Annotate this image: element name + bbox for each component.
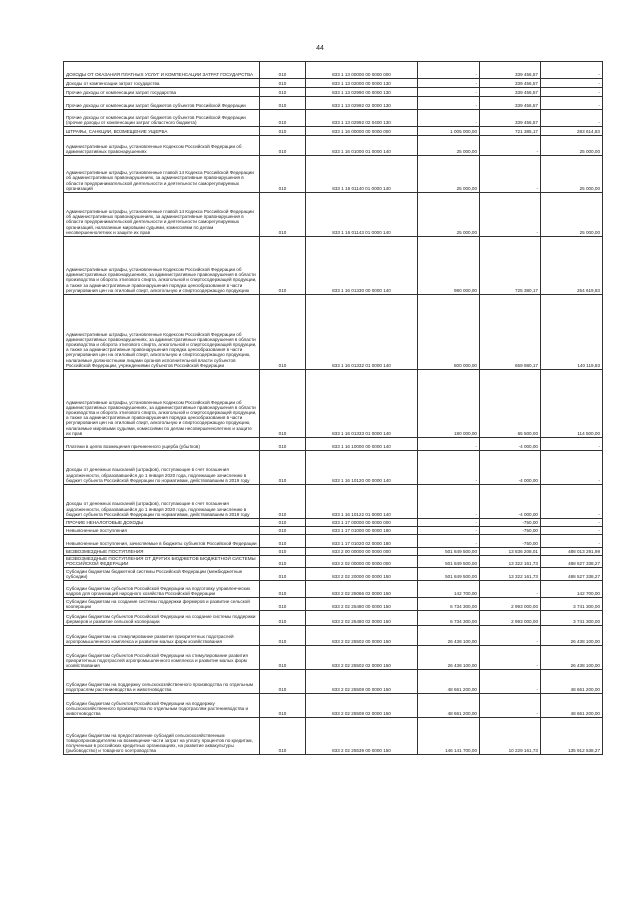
table-row <box>64 626 603 646</box>
cell-kbk: 833 1 17 01000 00 0000 180 <box>306 527 418 535</box>
table-row <box>64 670 603 694</box>
cell-name: Прочие доходы от компенсации затрат бюджетов субъектов Российской Федерации (прочие доходы от компенсации затрат областного бюджета) <box>64 110 260 127</box>
table-row <box>64 438 603 451</box>
cell-plan: - <box>418 519 480 527</box>
cell-name: Субсидии бюджетам на предоставление субсидий сельскохозяйственным товаропроизводителям на возмещение части затрат на уплату процентов по кредитам, полученным в российских кредитных организациях, на развитие аквакультуры (рыбоводство) и товарного осетроводства <box>64 718 260 755</box>
cell-plan: 501 849 500,00 <box>418 568 480 581</box>
cell-plan: 146 141 700,00 <box>418 718 480 755</box>
cell-exec: 721 385,17 <box>480 127 541 136</box>
cell-exec: -750,00 <box>480 527 541 535</box>
cell-kbk: 833 2 02 25508 02 0000 150 <box>306 694 418 718</box>
table-row <box>64 370 603 438</box>
cell-name: Доходы от денежных взысканий (штрафов), поступающие в счет погашения задолженности, образовавшейся до 1 января 2020 года, подлежащие зачислению в бюджет субъекта Российской Федерации по нормативам, действовавшим в 2019 году <box>64 485 260 519</box>
cell-plan: 501 849 500,00 <box>418 556 480 568</box>
page-number: 44 <box>316 45 324 52</box>
cell-name: Доходы от денежных взысканий (штрафов), поступающие в счет погашения задолженности, образовавшейся до 1 января 2020 года, подлежащие зачислению в бюджет субъекта Российской Федерации по нормативам, действовавшим в 2019 году <box>64 451 260 485</box>
cell-code: 010 <box>260 451 306 485</box>
cell-exec: 659 880,17 <box>480 295 541 370</box>
table-body <box>64 62 603 755</box>
cell-rest: - <box>541 62 603 79</box>
cell-plan: 25 000,00 <box>418 193 480 237</box>
cell-plan: - <box>418 110 480 127</box>
cell-kbk: 833 2 02 25480 00 0000 150 <box>306 598 418 611</box>
cell-kbk: 833 1 13 02000 00 0000 130 <box>306 79 418 88</box>
table-row <box>64 485 603 519</box>
cell-rest: 114 500,00 <box>541 370 603 438</box>
cell-exec: 339 456,57 <box>480 97 541 110</box>
cell-exec: - <box>480 694 541 718</box>
cell-code: 010 <box>260 97 306 110</box>
table-row <box>64 568 603 581</box>
cell-name: Административные штрафы, установленные Кодексом Российской Федерации об административных правонарушениях, за административные правонарушения в области производства и оборота этилового спирта, алкогольной и спиртосодержащей продукции, а также за административные правонарушения порядка ценообразования в части регулирования цен на этиловый спирт, алкогольную и спиртосодержащую продукцию, налагаемые мировыми судьями, комиссиями по делам несовершеннолетних и защите их прав <box>64 370 260 438</box>
cell-code: 010 <box>260 156 306 193</box>
cell-plan: - <box>418 535 480 548</box>
table-row <box>64 79 603 88</box>
cell-kbk: 833 2 02 00000 00 0000 000 <box>306 556 418 568</box>
table-row <box>64 451 603 485</box>
cell-exec: 339 456,57 <box>480 62 541 79</box>
cell-rest: 26 438 100,00 <box>541 626 603 646</box>
cell-code: 010 <box>260 670 306 694</box>
cell-exec: - <box>480 626 541 646</box>
cell-kbk: 833 1 16 01332 01 0000 140 <box>306 295 418 370</box>
cell-exec: 13 322 161,73 <box>480 556 541 568</box>
cell-rest: 25 000,00 <box>541 193 603 237</box>
cell-code: 010 <box>260 519 306 527</box>
cell-name: Субсидии бюджетам субъектов Российской Федерации на подготовку управленческих кадров для организаций народного хозяйства Российской Федерации <box>64 581 260 598</box>
cell-code: 010 <box>260 611 306 626</box>
table-row <box>64 611 603 626</box>
cell-plan: - <box>418 79 480 88</box>
cell-rest: - <box>541 88 603 97</box>
cell-kbk: 833 1 16 10120 00 0000 140 <box>306 451 418 485</box>
table-row <box>64 535 603 548</box>
cell-code: 010 <box>260 535 306 548</box>
cell-kbk: 833 1 16 01333 01 0000 140 <box>306 370 418 438</box>
cell-kbk: 833 1 13 02992 02 0000 130 <box>306 97 418 110</box>
cell-rest: 135 912 538,27 <box>541 718 603 755</box>
cell-plan: 800 000,00 <box>418 295 480 370</box>
cell-rest: 142 700,00 <box>541 581 603 598</box>
cell-code: 010 <box>260 88 306 97</box>
cell-name: Невыясненные поступления, зачисляемые в бюджеты субъектов Российской Федерации <box>64 535 260 548</box>
cell-plan: 142 700,00 <box>418 581 480 598</box>
cell-exec: - <box>480 136 541 156</box>
cell-code: 010 <box>260 438 306 451</box>
cell-exec: - <box>480 581 541 598</box>
cell-kbk: 833 2 02 25508 00 0000 150 <box>306 670 418 694</box>
cell-rest: 26 438 100,00 <box>541 646 603 670</box>
cell-exec: - <box>480 156 541 193</box>
table-row <box>64 581 603 598</box>
cell-kbk: 833 1 13 02992 02 0400 130 <box>306 110 418 127</box>
cell-exec: 65 500,00 <box>480 370 541 438</box>
cell-plan: 26 438 100,00 <box>418 626 480 646</box>
cell-kbk: 833 1 13 02990 00 0000 130 <box>306 88 418 97</box>
table-row <box>64 110 603 127</box>
cell-rest: - <box>541 451 603 485</box>
cell-kbk: 833 1 16 01140 01 0000 140 <box>306 156 418 193</box>
cell-exec: 339 456,57 <box>480 88 541 97</box>
cell-kbk: 833 1 17 01020 02 0000 180 <box>306 535 418 548</box>
cell-kbk: 833 1 13 00000 00 0000 000 <box>306 62 418 79</box>
cell-plan: 48 661 200,00 <box>418 670 480 694</box>
cell-kbk: 833 1 16 10000 00 0000 140 <box>306 438 418 451</box>
cell-code: 010 <box>260 127 306 136</box>
cell-rest: 25 000,00 <box>541 156 603 193</box>
table-row <box>64 88 603 97</box>
cell-kbk: 833 1 16 00000 00 0000 000 <box>306 127 418 136</box>
table-row <box>64 193 603 237</box>
cell-exec: 339 456,57 <box>480 110 541 127</box>
cell-code: 010 <box>260 694 306 718</box>
cell-name: Прочие доходы от компенсации затрат бюджетов субъектов Российской Федерации <box>64 97 260 110</box>
cell-exec: -750,00 <box>480 519 541 527</box>
table-row <box>64 598 603 611</box>
cell-name: Доходы от компенсации затрат государства <box>64 79 260 88</box>
cell-kbk: 833 2 02 25502 00 0000 150 <box>306 626 418 646</box>
cell-name: Невыясненные поступления <box>64 527 260 535</box>
cell-plan: - <box>418 438 480 451</box>
cell-code: 010 <box>260 237 306 295</box>
cell-plan: - <box>418 88 480 97</box>
cell-plan: 26 438 100,00 <box>418 646 480 670</box>
cell-code: 010 <box>260 626 306 646</box>
cell-exec: -4 000,00 <box>480 451 541 485</box>
cell-code: 010 <box>260 110 306 127</box>
cell-kbk: 833 2 02 20000 00 0000 150 <box>306 568 418 581</box>
cell-plan: 180 000,00 <box>418 370 480 438</box>
cell-exec: - <box>480 670 541 694</box>
cell-name: Административные штрафы, установленные Кодексом Российской Федерации об административных правонарушениях, за административные правонарушения в области производства и оборота этилового спирта, алкогольной и спиртосодержащей продукции, а также за административные правонарушения порядка ценообразования в части регулирования цен на этиловый спирт, алкогольную и спиртосодержащую продукцию <box>64 237 260 295</box>
table-row <box>64 694 603 718</box>
cell-rest: 283 614,83 <box>541 127 603 136</box>
cell-plan: 25 000,00 <box>418 136 480 156</box>
cell-exec: 725 380,17 <box>480 237 541 295</box>
cell-rest: - <box>541 110 603 127</box>
cell-rest: - <box>541 438 603 451</box>
cell-kbk: 833 2 02 25539 00 0000 150 <box>306 718 418 755</box>
cell-exec: -4 000,00 <box>480 485 541 519</box>
cell-rest: 140 119,83 <box>541 295 603 370</box>
cell-code: 010 <box>260 556 306 568</box>
cell-code: 010 <box>260 581 306 598</box>
cell-plan: - <box>418 97 480 110</box>
table-row <box>64 548 603 556</box>
cell-name: Субсидии бюджетам субъектов Российской Федерации на поддержку сельскохозяйственного производства по отдельным подотраслям растениеводства и животноводства <box>64 694 260 718</box>
cell-rest: 488 013 291,99 <box>541 548 603 556</box>
cell-plan: - <box>418 485 480 519</box>
table-row <box>64 646 603 670</box>
cell-plan: 6 734 300,00 <box>418 611 480 626</box>
cell-exec: 13 836 208,01 <box>480 548 541 556</box>
cell-exec: - <box>480 193 541 237</box>
table-row <box>64 527 603 535</box>
cell-name: Административные штрафы, установленные главой 14 Кодекса Российской Федерации об административных правонарушениях, за административные правонарушения в области предпринимательской деятельности и деятельности саморегулируемых организаций <box>64 156 260 193</box>
cell-rest: - <box>541 519 603 527</box>
cell-kbk: 833 1 16 01143 01 0000 140 <box>306 193 418 237</box>
table-row <box>64 156 603 193</box>
cell-kbk: 833 1 17 00000 00 0000 000 <box>306 519 418 527</box>
cell-rest: 48 661 200,00 <box>541 694 603 718</box>
cell-plan: - <box>418 451 480 485</box>
cell-plan: 25 000,00 <box>418 156 480 193</box>
cell-plan: 6 734 300,00 <box>418 598 480 611</box>
cell-name: Административные штрафы, установленные Кодексом Российской Федерации об административных правонарушениях, за административные правонарушения в области производства и оборота этилового спирта, алкогольной и спиртосодержащей продукции, а также за административные правонарушения порядка ценообразования в части регулирования цен на этиловый спирт, алкогольную и спиртосодержащую продукцию, налагаемые должностными лицами органов исполнительной власти субъектов Российской Федерации, учреждениями субъектов Российской Федерации <box>64 295 260 370</box>
cell-name: Административные штрафы, установленные Кодексом Российской Федерации об административных правонарушениях <box>64 136 260 156</box>
cell-code: 010 <box>260 295 306 370</box>
table-row <box>64 295 603 370</box>
cell-kbk: 833 1 16 01330 00 0000 140 <box>306 237 418 295</box>
cell-code: 010 <box>260 527 306 535</box>
cell-exec: 339 456,57 <box>480 79 541 88</box>
cell-kbk: 833 2 02 25066 02 0000 150 <box>306 581 418 598</box>
cell-exec: 13 322 161,73 <box>480 568 541 581</box>
cell-name: ПРОЧИЕ НЕНАЛОГОВЫЕ ДОХОДЫ <box>64 519 260 527</box>
cell-kbk: 833 1 16 10122 01 0000 140 <box>306 485 418 519</box>
table-row <box>64 718 603 755</box>
cell-name: Административные штрафы, установленные главой 14 Кодекса Российской Федерации об административных правонарушениях, за административные правонарушения в области предпринимательской деятельности и деятельности саморегулируемых организаций, налагаемые мировыми судьями, комиссиями по делам несовершеннолетних и защите их прав <box>64 193 260 237</box>
cell-name: ШТРАФЫ, САНКЦИИ, ВОЗМЕЩЕНИЕ УЩЕРБА <box>64 127 260 136</box>
cell-rest: 254 619,83 <box>541 237 603 295</box>
cell-kbk: 833 1 16 01000 01 0000 140 <box>306 136 418 156</box>
cell-code: 010 <box>260 79 306 88</box>
cell-rest: - <box>541 97 603 110</box>
table-row <box>64 62 603 79</box>
cell-exec: - <box>480 646 541 670</box>
cell-code: 010 <box>260 548 306 556</box>
cell-name: Субсидии бюджетам на поддержку сельскохозяйственного производства по отдельным подотраслям растениеводства и животноводства <box>64 670 260 694</box>
cell-name: Субсидии бюджетам на стимулирование развития приоритетных подотраслей агропромышленного комплекса и развитие малых форм хозяйствования <box>64 626 260 646</box>
cell-rest: 3 741 300,00 <box>541 611 603 626</box>
cell-kbk: 833 2 02 25502 02 0000 150 <box>306 646 418 670</box>
cell-rest: 488 527 338,27 <box>541 568 603 581</box>
cell-plan: - <box>418 62 480 79</box>
table-row <box>64 136 603 156</box>
cell-name: Субсидии бюджетам на создание системы поддержки фермеров и развитие сельской кооперации <box>64 598 260 611</box>
cell-plan: - <box>418 527 480 535</box>
cell-exec: -4 000,00 <box>480 438 541 451</box>
cell-rest: 25 000,00 <box>541 136 603 156</box>
cell-name: Субсидии бюджетам субъектов Российской Федерации на стимулирование развития приоритетных подотраслей агропромышленного комплекса и развитие малых форм хозяйствования <box>64 646 260 670</box>
cell-code: 010 <box>260 370 306 438</box>
cell-name: Субсидии бюджетам бюджетной системы Российской Федерации (межбюджетные субсидии) <box>64 568 260 581</box>
cell-rest: 488 527 338,27 <box>541 556 603 568</box>
cell-code: 010 <box>260 62 306 79</box>
cell-exec: -750,00 <box>480 535 541 548</box>
table-row <box>64 97 603 110</box>
cell-plan: 1 005 000,00 <box>418 127 480 136</box>
cell-plan: 980 000,00 <box>418 237 480 295</box>
cell-rest: - <box>541 79 603 88</box>
cell-name: БЕЗВОЗМЕЗДНЫЕ ПОСТУПЛЕНИЯ <box>64 548 260 556</box>
cell-code: 010 <box>260 718 306 755</box>
cell-code: 010 <box>260 568 306 581</box>
cell-code: 010 <box>260 136 306 156</box>
cell-rest: 3 741 300,00 <box>541 598 603 611</box>
income-report-table <box>63 61 603 755</box>
cell-name: Субсидии бюджетам субъектов Российской Федерации на создание системы поддержки фермеров и развитие сельской кооперации <box>64 611 260 626</box>
cell-exec: 2 993 000,00 <box>480 598 541 611</box>
cell-kbk: 833 2 02 25480 02 0000 150 <box>306 611 418 626</box>
cell-name: ДОХОДЫ ОТ ОКАЗАНИЯ ПЛАТНЫХ УСЛУГ И КОМПЕНСАЦИИ ЗАТРАТ ГОСУДАРСТВА <box>64 62 260 79</box>
cell-plan: 48 661 200,00 <box>418 694 480 718</box>
cell-exec: 2 993 000,00 <box>480 611 541 626</box>
cell-code: 010 <box>260 598 306 611</box>
cell-name: Прочие доходы от компенсации затрат государства <box>64 88 260 97</box>
cell-plan: 501 849 500,00 <box>418 548 480 556</box>
cell-code: 010 <box>260 193 306 237</box>
table-row <box>64 237 603 295</box>
cell-rest: - <box>541 535 603 548</box>
cell-name: БЕЗВОЗМЕЗДНЫЕ ПОСТУПЛЕНИЯ ОТ ДРУГИХ БЮДЖЕТОВ БЮДЖЕТНОЙ СИСТЕМЫ РОССИЙСКОЙ ФЕДЕРАЦИИ <box>64 556 260 568</box>
cell-kbk: 833 2 00 00000 00 0000 000 <box>306 548 418 556</box>
cell-exec: 10 229 161,73 <box>480 718 541 755</box>
cell-rest: 48 661 200,00 <box>541 670 603 694</box>
cell-code: 010 <box>260 485 306 519</box>
table-row <box>64 556 603 568</box>
cell-code: 010 <box>260 646 306 670</box>
table-row <box>64 127 603 136</box>
cell-rest: - <box>541 527 603 535</box>
cell-rest: - <box>541 485 603 519</box>
table-row <box>64 519 603 527</box>
cell-name: Платежи в целях возмещения причиненного ущерба (убытков) <box>64 438 260 451</box>
